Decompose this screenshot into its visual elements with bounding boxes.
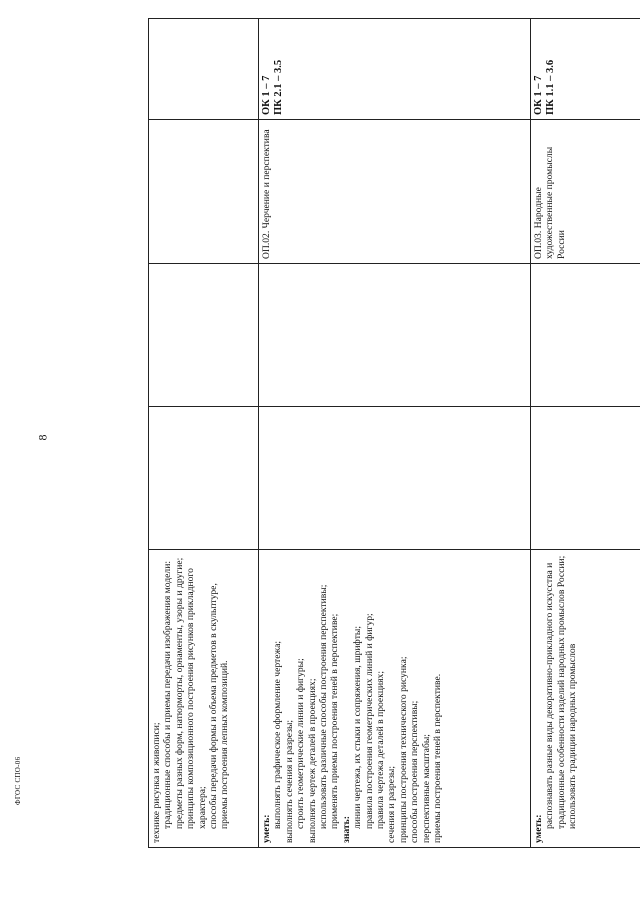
requirement-line: сечения и разрезы; [386,765,398,843]
section-label: уметь: [261,814,272,843]
requirement-line: перспективные масштабы; [420,734,432,843]
requirement-line: правила построения геометрических линий и фигур; [363,613,375,829]
footer-code: ФГОС СПО-06 [14,756,22,805]
requirement-line: выполнять чертеж деталей в проекциях; [306,678,318,843]
requirement-line: выполнять сечения и разрезы; [283,719,295,843]
discipline-cell [149,120,259,264]
requirement-line: использовать различные способы построения перспективы; [318,584,330,829]
section-label: уметь: [533,814,544,843]
empty-cell [531,264,640,407]
requirement-line: способы передачи формы и объема предметов в скульптуре, приемы построения лепных композиций. [208,583,231,829]
page-number: 8 [35,434,50,441]
empty-cell [531,407,640,550]
competencies-cell: ОК 1 – 7 ПК 2.1 – 3.5 [259,19,531,120]
discipline-cell: ОП.02. Черчение и перспектива [259,120,531,264]
requirements-cell [149,550,259,848]
table-row [259,19,531,848]
competencies-cell: ОК 1 – 7 ПК 1.1 – 3.6 [531,19,640,120]
requirement-line: применять приемы построения теней в перспективе; [329,613,341,829]
requirement-line: принципы композиционного построения рисунков прикладного характера; [185,568,208,829]
requirements-cell [531,550,640,848]
requirement-line: традиционные способы и приемы передачи изображения модели: предметы разных форм, натюрморты, орнаменты, узоры и другие; [162,557,185,829]
discipline-cell: ОП.03. Народные художественные промыслы России [531,120,640,264]
requirement-line: приемы построения теней в перспективе. [432,673,444,843]
empty-cell [259,407,531,550]
empty-cell [149,264,259,407]
requirement-line: правила чертежа деталей в проекциях; [375,671,387,829]
competencies-cell [149,19,259,120]
requirement-line: способы построения перспективы; [409,700,421,843]
rotated-table [148,59,640,848]
requirement-line: распознавать разные виды декоративно-прикладного искусства и традиционные особенности изделий народных промыслов России; [544,555,567,829]
requirement-line: принципы построения технического рисунка; [397,656,409,843]
empty-cell [259,264,531,407]
requirement-line: линии чертежа, их стыки и сопряжения, шрифты; [352,625,364,829]
requirements-cell [259,550,531,848]
section-label: знать: [340,816,352,843]
requirement-line: строить геометрические линии и фигуры; [295,658,307,829]
requirement-line: технике рисунка и живописи; [151,722,162,843]
table-row [149,19,259,848]
competency-table [148,18,640,848]
table-row [531,19,640,848]
requirement-line: выполнять графическое оформление чертежа; [272,640,284,829]
requirement-line: использовать традиции народных промыслов [567,643,579,829]
empty-cell [149,407,259,550]
